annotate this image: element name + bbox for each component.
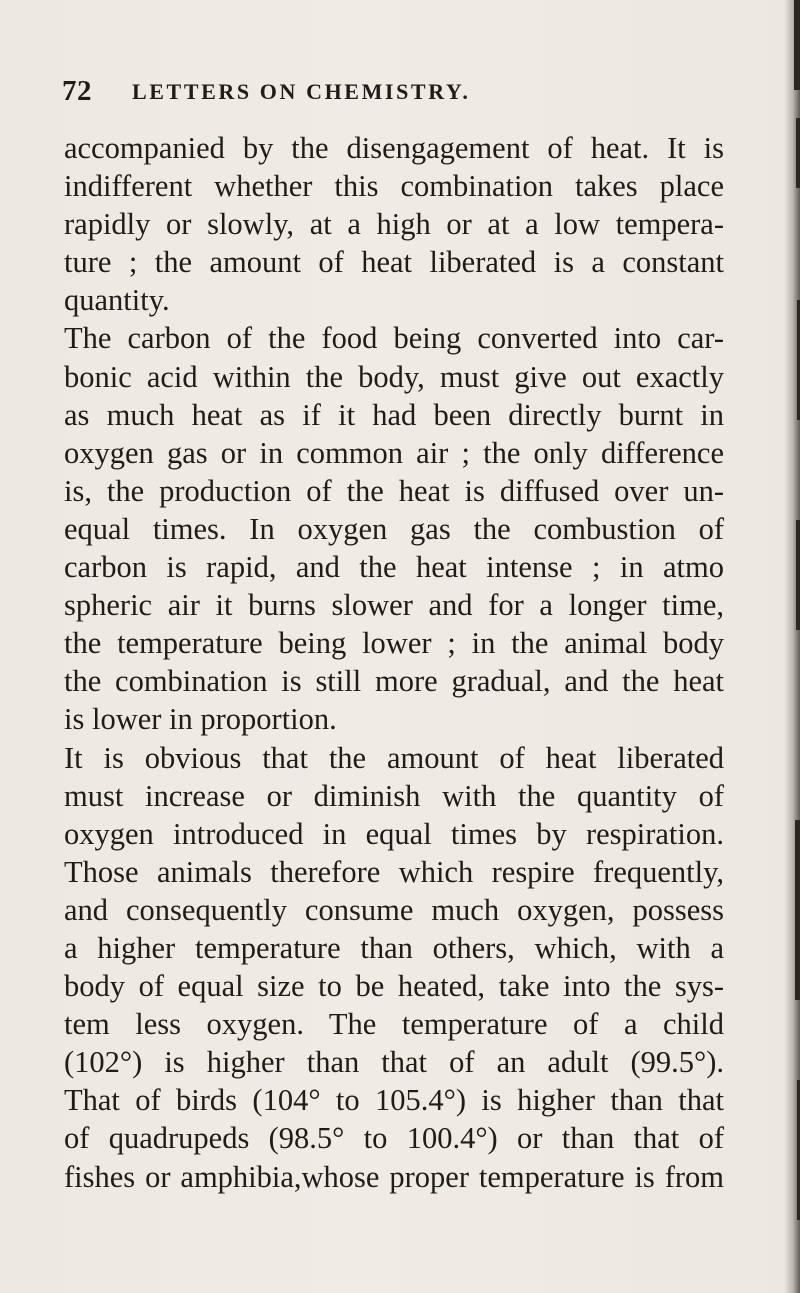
text-line: rapidly or slowly, at a high or at a low tempera- bbox=[64, 207, 724, 242]
text-line: oxygen gas or in common air ; the only difference bbox=[64, 435, 724, 470]
text-line: a higher temperature than others, which, with a bbox=[64, 930, 724, 965]
binding-mark bbox=[796, 520, 800, 630]
text-line: and consequently consume much oxygen, possess bbox=[64, 892, 724, 927]
text-line: of quadrupeds (98.5° to 100.4°) or than that of bbox=[64, 1121, 724, 1156]
text-line: oxygen introduced in equal times by respiration. bbox=[64, 816, 724, 851]
text-line: fishes or amphibia,whose proper temperature is from bbox=[64, 1159, 724, 1194]
text-line: carbon is rapid, and the heat intense ; in atmo bbox=[64, 550, 724, 585]
text-line: the temperature being lower ; in the animal body bbox=[64, 626, 724, 661]
binding-mark bbox=[795, 820, 800, 1000]
body-text bbox=[64, 129, 724, 1196]
text-line: indifferent whether this combination takes place bbox=[64, 169, 724, 204]
text-line: accompanied by the disengagement of heat. It is bbox=[64, 131, 724, 165]
text-line: equal times. In oxygen gas the combustion of bbox=[64, 511, 724, 546]
binding-mark bbox=[794, 0, 800, 90]
text-line: quantity. bbox=[64, 283, 170, 318]
running-head: LETTERS ON CHEMISTRY. bbox=[132, 79, 471, 104]
text-line: as much heat as if it had been directly burnt in bbox=[64, 397, 724, 432]
text-line: bonic acid within the body, must give out exactly bbox=[64, 359, 724, 394]
page-number: 72 bbox=[62, 75, 92, 107]
text-line: the combination is still more gradual, and the heat bbox=[64, 664, 724, 699]
text-line: ture ; the amount of heat liberated is a constant bbox=[64, 245, 724, 280]
text-line: is, the production of the heat is diffused over un- bbox=[64, 473, 724, 508]
text-line: spheric air it burns slower and for a longer time, bbox=[64, 588, 724, 623]
text-line: is lower in proportion. bbox=[64, 702, 337, 737]
binding-mark bbox=[796, 118, 800, 188]
text-line: body of equal size to be heated, take into the sys- bbox=[64, 969, 724, 1004]
text-line: That of birds (104° to 105.4°) is higher than that bbox=[64, 1083, 724, 1118]
text-line: must increase or diminish with the quantity of bbox=[64, 778, 724, 813]
text-line: (102°) is higher than that of an adult (99.5°). bbox=[64, 1045, 724, 1080]
text-line: The carbon of the food being converted into car- bbox=[64, 321, 724, 356]
text-line: It is obvious that the amount of heat liberated bbox=[64, 740, 724, 775]
page-header bbox=[62, 76, 622, 112]
text-line: tem less oxygen. The temperature of a child bbox=[64, 1007, 724, 1042]
text-line: Those animals therefore which respire frequently, bbox=[64, 854, 724, 889]
